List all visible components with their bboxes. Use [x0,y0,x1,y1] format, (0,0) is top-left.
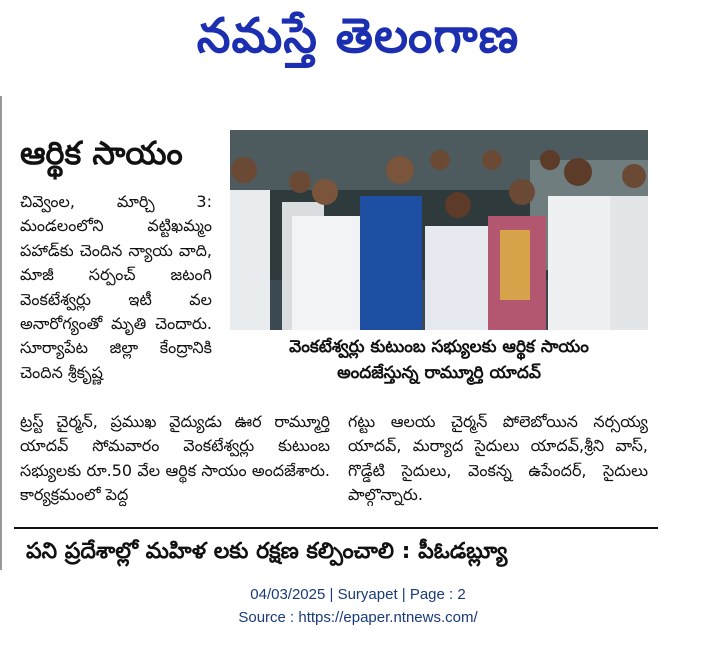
article-body-column-1-continued: ట్రస్ట్ చైర్మన్, ప్రముఖ వైద్యుడు ఊర రామ్మూర్తి యాదవ్ సోమవారం వెంకటేశ్వర్లు కుటుంబ సభ్యులకు రూ.50 వేల ఆర్థిక సాయం అందజేశారు. కార్యక్రమంలో పెద్ద [20,412,330,505]
caption-line-1: వెంకటేశ్వర్లు కుటుంబ సభ్యులకు ఆర్థిక సాయం [289,337,589,357]
article-body-column-1: చివ్వెంల, మార్చి 3: మండలంలోని వట్టిఖమ్మం పహాడ్‌కు చెందిన న్యాయ వాది, మాజీ సర్పంచ్ జటంగి వెంకటేశ్వర్లు ఇటీ వల అనారోగ్యంతో మృతి చెందారు. సూర్యాపేట జిల్లా కేంద్రానికి చెందిన శ్రీకృష్ణ [20,192,212,382]
next-article-headline: పని ప్రదేశాల్లో మహిళ లకు రక్షణ కల్పించాలి : పీఓడబ్ల్యూ [26,539,508,564]
article-headline: ఆర్థిక సాయం [20,134,183,172]
caption-line-2: అందజేస్తున్న రామ్మూర్తి యాదవ్ [337,363,541,383]
photo-caption [230,334,648,386]
article-body-column-2: గట్టు ఆలయ చైర్మన్ పోలెబోయిన నర్సయ్య యాదవ్, మర్యాద సైదులు యాదవ్,శ్రీని వాస్, గొడ్డేటి సైదులు, వెంకన్న ఉపేందర్, సైదులు పాల్గొన్నారు. [348,412,648,505]
section-divider [14,527,658,529]
clipping-edge-line [0,96,2,570]
article-photo [230,130,648,330]
masthead-logo-text: నమస్తే తెలంగాణ [196,8,520,64]
newspaper-masthead [0,0,716,75]
clipping-footer [0,583,716,629]
footer-date-edition-page: 04/03/2025 | Suryapet | Page : 2 [250,586,466,603]
footer-source-url: Source : https://epaper.ntnews.com/ [238,609,478,626]
